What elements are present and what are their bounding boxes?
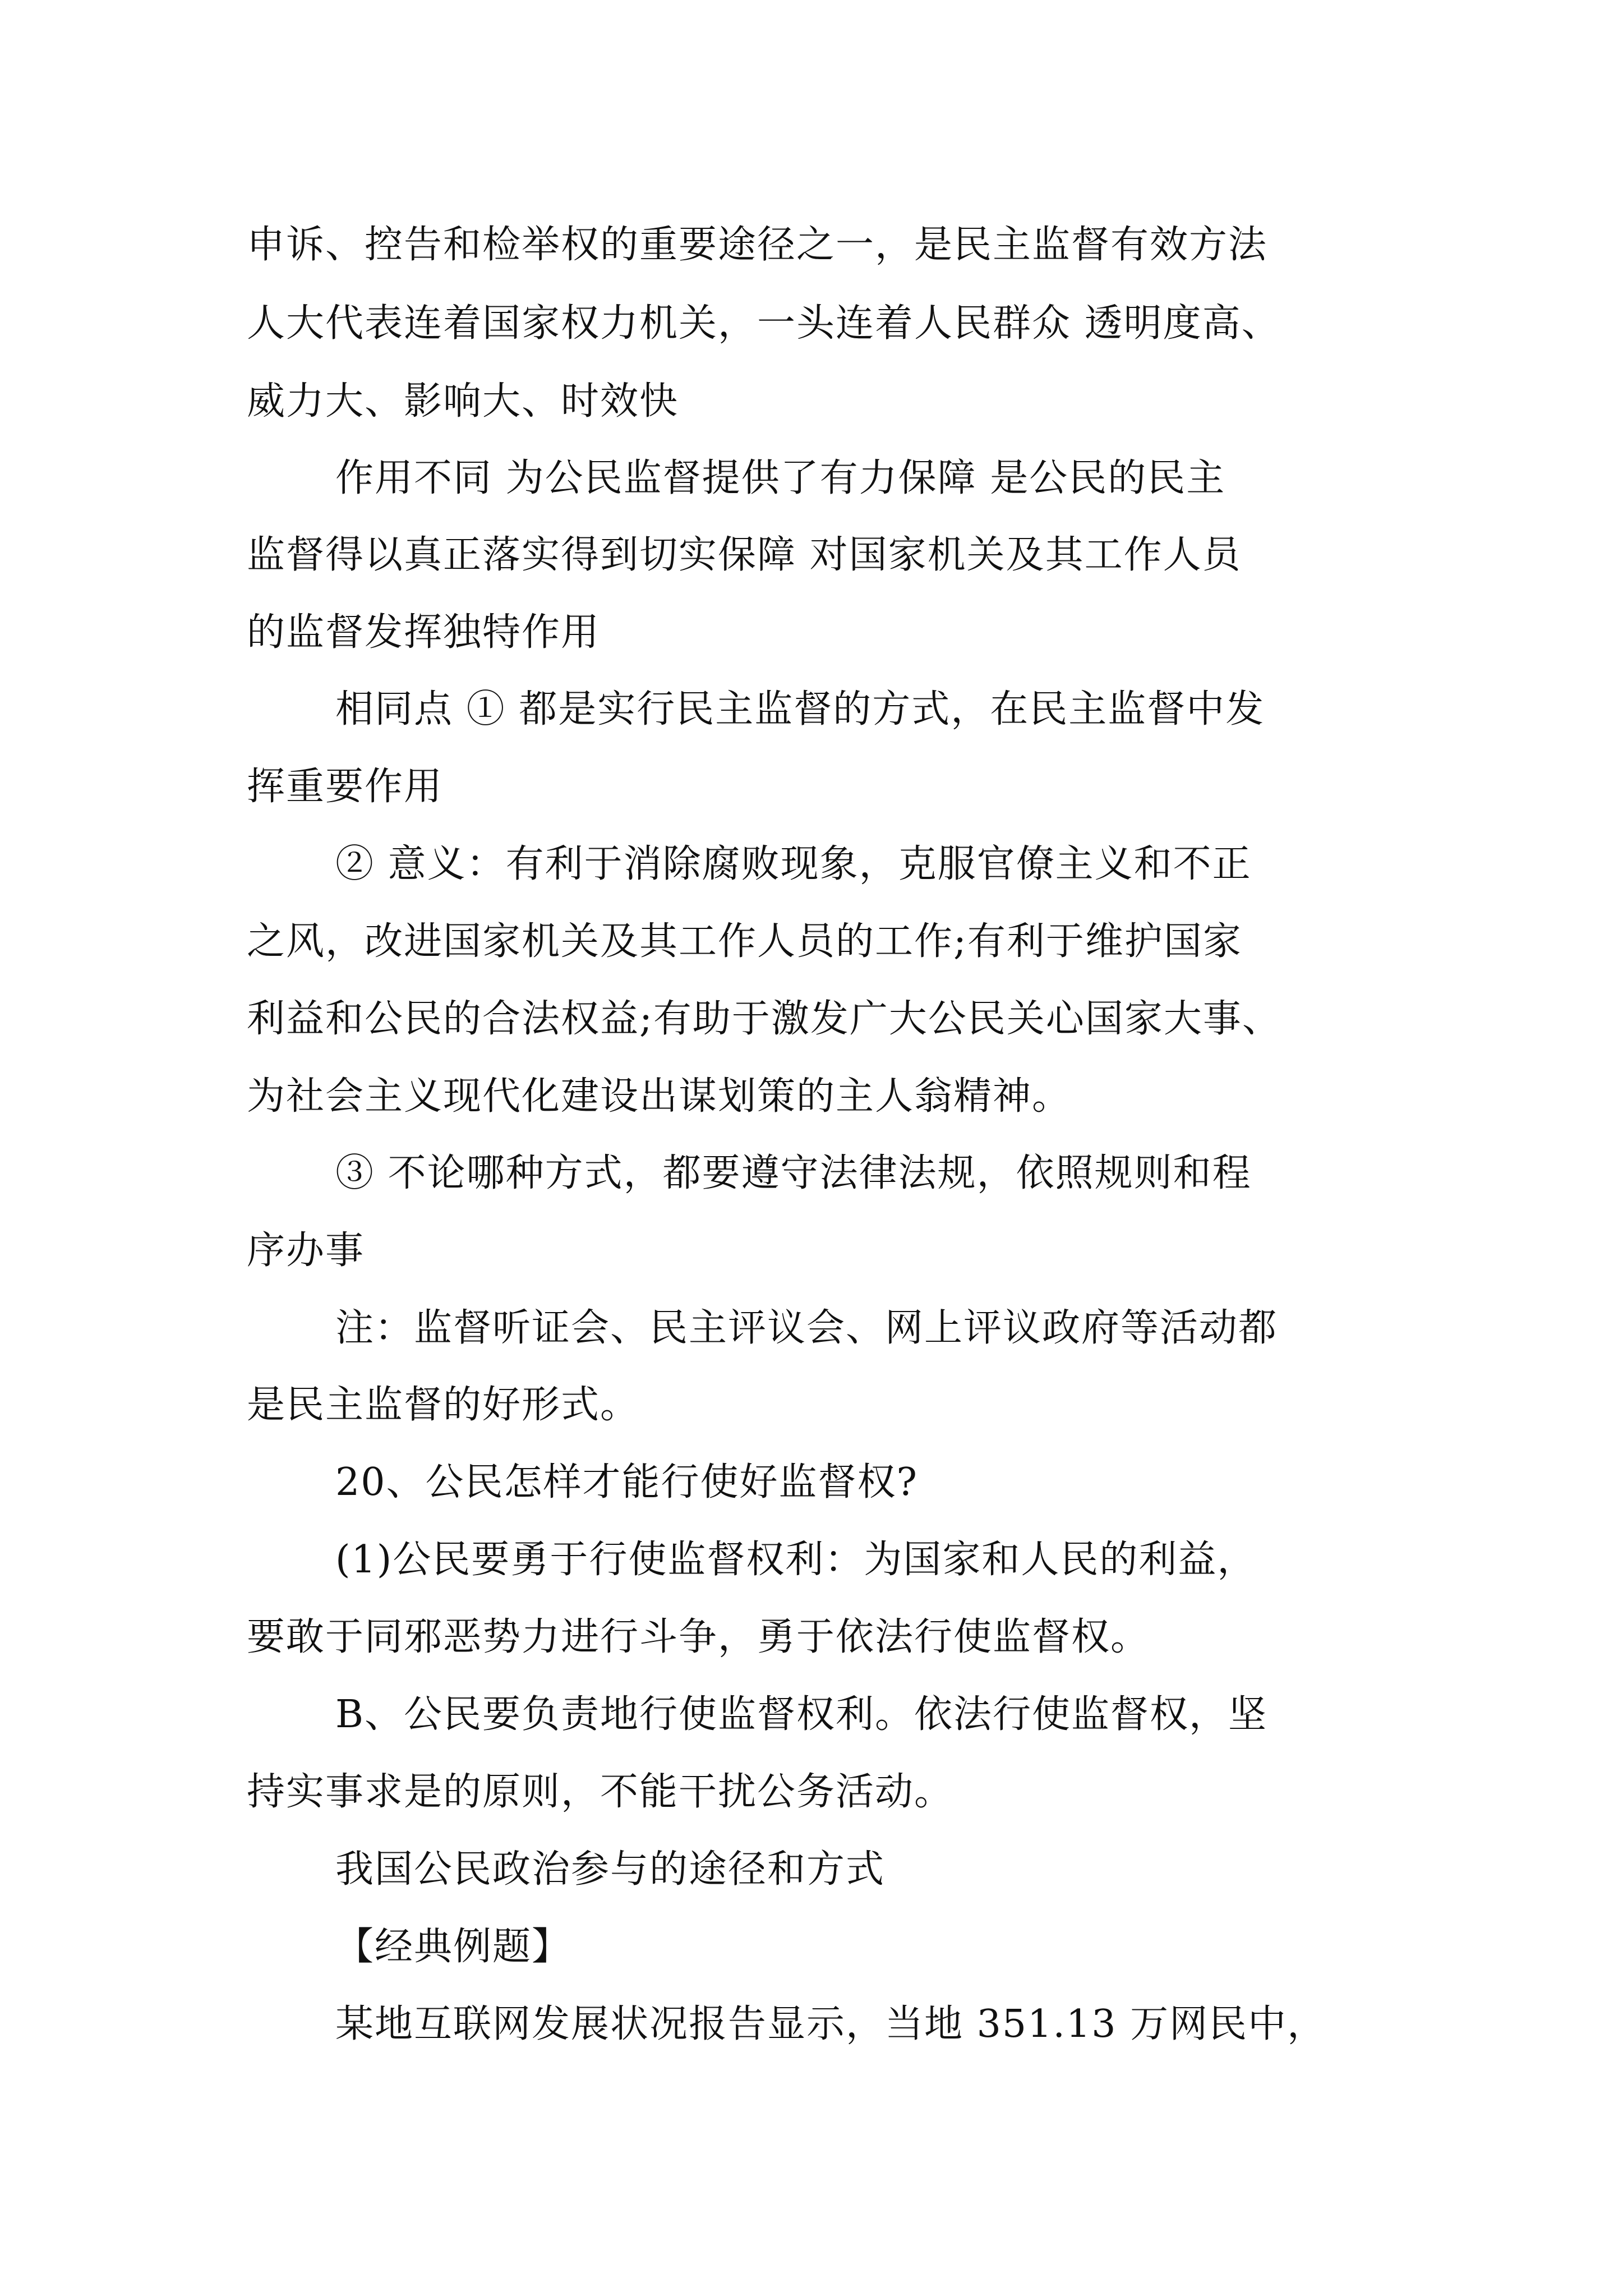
text-line: 之风，改进国家机关及其工作人员的工作;有利于维护国家 xyxy=(247,919,1242,964)
text-line: 作用不同 为公民监督提供了有力保障 是公民的民主 xyxy=(335,456,1226,500)
text-line: 为社会主义现代化建设出谋划策的主人翁精神。 xyxy=(247,1074,1072,1119)
text-line: 持实事求是的原则，不能干扰公务活动。 xyxy=(247,1770,954,1814)
text-line: 的监督发挥独特作用 xyxy=(247,610,601,655)
text-line: 挥重要作用 xyxy=(247,765,444,809)
text-line: 序办事 xyxy=(247,1228,365,1273)
text-line: ③ 不论哪种方式，都要遵守法律法规，依照规则和程 xyxy=(335,1151,1252,1195)
text-line: 是民主监督的好形式。 xyxy=(247,1383,640,1427)
text-line: ② 意义：有利于消除腐败现象，克服官僚主义和不正 xyxy=(335,842,1252,886)
text-line: 相同点 ① 都是实行民主监督的方式，在民主监督中发 xyxy=(335,687,1265,731)
text-line: (1)公民要勇于行使监督权利：为国家和人民的利益， xyxy=(335,1538,1257,1582)
text-line: 人大代表连着国家权力机关，一头连着人民群众 透明度高、 xyxy=(247,301,1281,346)
text-line: 某地互联网发展状况报告显示，当地 351.13 万网民中， xyxy=(335,2002,1327,2046)
example-heading: 【经典例题】 xyxy=(335,1925,571,1969)
text-line: 申诉、控告和检举权的重要途径之一，是民主监督有效方法 xyxy=(247,223,1268,267)
text-line: 利益和公民的合法权益;有助于激发广大公民关心国家大事、 xyxy=(247,997,1281,1041)
text-line: B、公民要负责地行使监督权利。依法行使监督权，坚 xyxy=(335,1692,1267,1737)
text-line: 监督得以真正落实得到切实保障 对国家机关及其工作人员 xyxy=(247,533,1242,577)
section-heading: 我国公民政治参与的途径和方式 xyxy=(335,1847,886,1892)
text-line: 注：监督听证会、民主评议会、网上评议政府等活动都 xyxy=(335,1306,1278,1350)
question-heading: 20、公民怎样才能行使好监督权? xyxy=(335,1460,918,1504)
text-line: 要敢于同邪恶势力进行斗争，勇于依法行使监督权。 xyxy=(247,1615,1150,1659)
text-line: 威力大、影响大、时效快 xyxy=(247,379,679,424)
